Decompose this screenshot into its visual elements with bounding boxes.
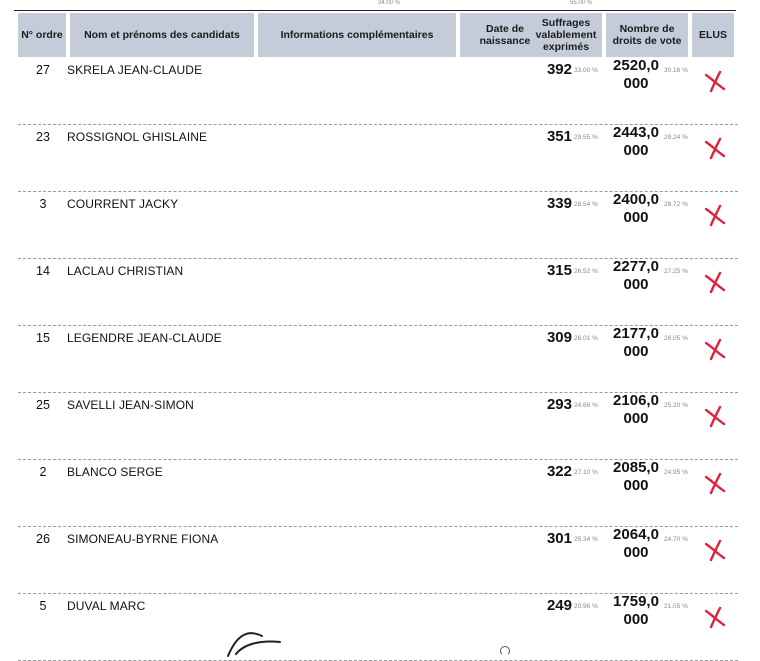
- candidate-rights-pct: 25.20 %: [664, 402, 688, 409]
- candidate-votes: 315: [546, 262, 572, 279]
- table-row: [18, 593, 738, 661]
- table-row: [18, 392, 738, 460]
- candidate-number: 25: [36, 398, 50, 412]
- candidate-rights: [608, 459, 664, 495]
- candidate-rights-decimal: 000: [623, 142, 649, 159]
- candidate-votes: 351: [546, 128, 572, 145]
- candidate-number: 5: [39, 599, 47, 613]
- candidate-votes: 309: [546, 329, 572, 346]
- top-rule: [14, 10, 736, 11]
- candidate-rights-decimal: 000: [623, 544, 649, 561]
- candidate-rights: [608, 191, 664, 227]
- candidate-rights: [608, 593, 664, 629]
- candidate-rights: [608, 392, 664, 428]
- candidate-rights-main: 1759,0: [613, 593, 659, 610]
- candidate-votes-pct: 28.54 %: [574, 201, 598, 208]
- candidate-votes: 339: [546, 195, 572, 212]
- candidate-votes: 301: [546, 530, 572, 547]
- candidate-rights-decimal: 000: [623, 209, 649, 226]
- candidate-name: COURRENT JACKY: [67, 197, 179, 211]
- candidate-rights-pct: 24.95 %: [664, 469, 688, 476]
- candidate-rights-pct: 26.05 %: [664, 335, 688, 342]
- candidate-name: ROSSIGNOL GHISLAINE: [67, 130, 208, 144]
- table-row: [18, 124, 738, 192]
- candidate-votes-pct: 29.55 %: [574, 134, 598, 141]
- candidate-name: BLANCO SERGE: [67, 465, 163, 479]
- col-header-rights: Nombre de droits de vote: [606, 13, 688, 57]
- col-header-name: Nom et prénoms des candidats: [70, 13, 254, 57]
- candidate-rights-main: 2064,0: [613, 526, 659, 543]
- candidate-rights-decimal: 000: [623, 410, 649, 427]
- candidate-votes: 322: [546, 463, 572, 480]
- candidate-number: 15: [36, 331, 50, 345]
- candidate-votes-pct: 20.96 %: [574, 603, 598, 610]
- signature: [220, 628, 300, 658]
- elected-mark-icon: [702, 203, 728, 227]
- candidate-rights-decimal: 000: [623, 343, 649, 360]
- col-header-birthdate: Date de naissance: [460, 13, 550, 57]
- candidate-name: SIMONEAU-BYRNE FIONA: [67, 532, 219, 546]
- table-row: [18, 258, 738, 326]
- table-row: [18, 459, 738, 527]
- candidate-votes-pct: 27.10 %: [574, 469, 598, 476]
- candidate-name: LACLAU CHRISTIAN: [67, 264, 184, 278]
- candidate-name: LEGENDRE JEAN-CLAUDE: [67, 331, 222, 345]
- candidate-votes-pct: 25.34 %: [574, 536, 598, 543]
- candidate-rights-decimal: 000: [623, 611, 649, 628]
- candidate-rights-main: 2177,0: [613, 325, 659, 342]
- candidate-rights-main: 2106,0: [613, 392, 659, 409]
- candidate-votes-pct: 26.01 %: [574, 335, 598, 342]
- candidate-votes: 293: [546, 396, 572, 413]
- table-row: [18, 325, 738, 393]
- elected-mark-icon: [702, 337, 728, 361]
- col-header-votes: Suffrages valablement exprimés: [530, 13, 602, 57]
- candidate-rights-decimal: 000: [623, 75, 649, 92]
- candidate-votes: 249: [546, 597, 572, 614]
- candidate-number: 3: [39, 197, 47, 211]
- col-header-elected: ELUS: [692, 13, 734, 57]
- candidate-votes: 392: [546, 61, 572, 78]
- header-fragment-left: 34.00 %: [378, 0, 401, 6]
- candidate-rights-pct: 24.70 %: [664, 536, 688, 543]
- candidate-number: 26: [36, 532, 50, 546]
- elected-mark-icon: [702, 538, 728, 562]
- candidate-rights: [608, 57, 664, 93]
- candidate-votes-pct: 33.00 %: [574, 67, 598, 74]
- candidate-rights-decimal: 000: [623, 477, 649, 494]
- candidate-number: 27: [36, 63, 50, 77]
- candidate-name: SAVELLI JEAN-SIMON: [67, 398, 194, 412]
- table-header: [18, 13, 738, 57]
- candidate-rights-main: 2443,0: [613, 124, 659, 141]
- candidate-rights: [608, 325, 664, 361]
- candidate-rights-pct: 27.25 %: [664, 268, 688, 275]
- candidate-rights-pct: 28.72 %: [664, 201, 688, 208]
- candidate-votes-pct: 26.52 %: [574, 268, 598, 275]
- header-fragment-right: 55.00 %: [570, 0, 593, 6]
- table-row: [18, 57, 738, 125]
- candidate-rights-pct: 21.05 %: [664, 603, 688, 610]
- candidate-rights-main: 2520,0: [613, 57, 659, 74]
- candidate-votes-pct: 24.66 %: [574, 402, 598, 409]
- candidate-rights-main: 2277,0: [613, 258, 659, 275]
- candidate-name: SKRELA JEAN-CLAUDE: [67, 63, 203, 77]
- elected-mark-icon: [702, 136, 728, 160]
- candidate-rights-decimal: 000: [623, 276, 649, 293]
- candidate-rights: [608, 526, 664, 562]
- candidate-rights-pct: 29.24 %: [664, 134, 688, 141]
- col-header-order: N° ordre: [18, 13, 66, 57]
- candidate-rights: [608, 124, 664, 160]
- candidate-rights-main: 2085,0: [613, 459, 659, 476]
- candidate-rights-pct: 30.16 %: [664, 67, 688, 74]
- candidate-name: DUVAL MARC: [67, 599, 146, 613]
- elected-mark-icon: [702, 270, 728, 294]
- table-row: [18, 526, 738, 594]
- candidate-rights: [608, 258, 664, 294]
- col-header-info: Informations complémentaires: [258, 13, 456, 57]
- table-row: [18, 191, 738, 259]
- elected-mark-icon: [702, 69, 728, 93]
- candidate-rights-main: 2400,0: [613, 191, 659, 208]
- elected-mark-icon: [702, 471, 728, 495]
- elected-mark-icon: [702, 605, 728, 629]
- candidate-number: 23: [36, 130, 50, 144]
- elected-mark-icon: [702, 404, 728, 428]
- candidate-number: 14: [36, 264, 50, 278]
- candidate-number: 2: [39, 465, 47, 479]
